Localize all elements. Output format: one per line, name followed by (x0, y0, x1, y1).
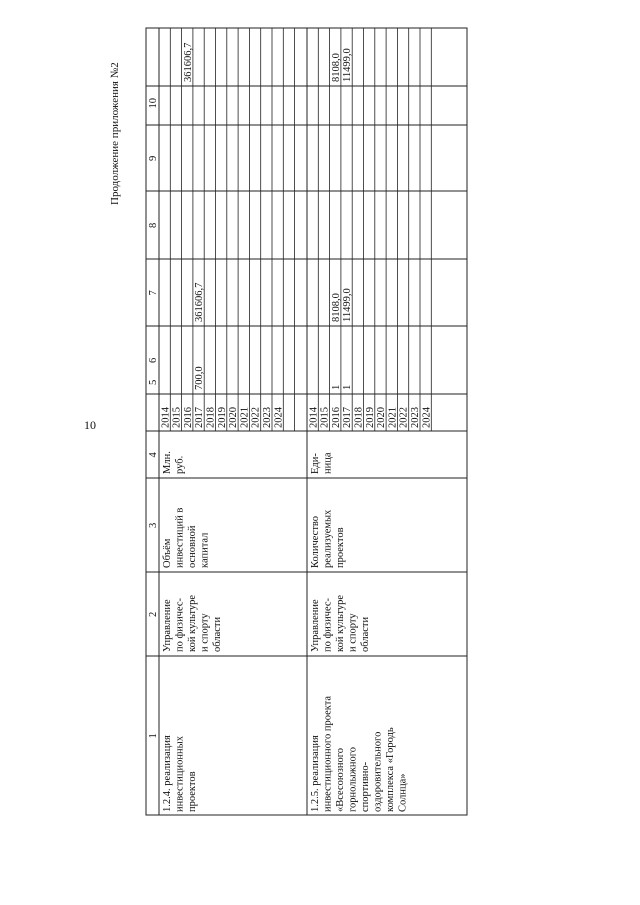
row1-col1-text: инвестиционных (174, 736, 186, 812)
row2-col2-text: области (360, 616, 371, 652)
header-7: 7 (148, 290, 159, 296)
row1-col1-text: проектов (187, 771, 198, 812)
year-label-row1: 2021 (239, 407, 251, 428)
row2-col1-text: горнолыжного (347, 747, 359, 812)
row2-col1-text: спортивно- (360, 761, 371, 812)
value-cell: 700,0 (194, 366, 206, 390)
row2-col2-text: и спорту (347, 613, 359, 652)
row1-col4-text: руб. (174, 455, 186, 474)
value-cell: 1 (330, 384, 342, 390)
year-label-row2: 2023 (410, 407, 421, 428)
row2-col1-text: оздоровительного (372, 731, 384, 812)
year-label-row2: 2017 (342, 407, 354, 428)
row1-col3-text: инвестиций в (174, 507, 186, 568)
row2-col4-text: ница (322, 452, 334, 474)
row2-col2-text: кой культуре (335, 594, 346, 652)
year-label-row2: 2015 (319, 407, 331, 428)
row2-col1-text: инвестиционного проекта (322, 695, 334, 812)
value-cell: 1 (342, 384, 354, 390)
year-label-row1: 2018 (205, 407, 217, 428)
row1-col4-text: Млн. (162, 451, 173, 474)
value-cell: 8108,0 (330, 53, 342, 82)
row1-col2-text: и спорту (199, 613, 211, 652)
row1-col3-text: Объём (162, 538, 173, 568)
row2-col4-text: Еди- (310, 453, 321, 474)
header-5: 5 (148, 379, 159, 385)
year-label-row2: 2014 (308, 407, 320, 428)
continuation-caption: Продолжение приложения №2 (109, 62, 121, 205)
year-label-row1: 2014 (160, 407, 172, 428)
row1-col1-text: 1.2.4. реализация (162, 735, 173, 812)
header-6: 6 (148, 357, 159, 363)
year-label-row1: 2022 (250, 407, 262, 428)
row2-col1-text: «Всесоюзного (335, 747, 346, 812)
row1-col3-text: капитал (199, 532, 211, 568)
row2-col2-text: по физичес- (322, 597, 334, 652)
year-label-row1: 2015 (171, 407, 183, 428)
value-cell: 361606,7 (182, 42, 194, 82)
row1-col2-text: по физичес- (174, 597, 186, 652)
header-8: 8 (148, 222, 159, 228)
row2-col1-text: комплекса «Городь (385, 727, 396, 812)
year-label-row1: 2016 (182, 407, 194, 428)
year-label-row1: 2023 (262, 407, 273, 428)
year-label-row1: 2017 (194, 407, 206, 428)
page-number: 10 (84, 418, 96, 432)
row2-col3-text: проектов (335, 527, 346, 568)
row1-col2-text: кой культуре (187, 594, 198, 652)
row2-col1-text: 1.2.5. реализация (310, 735, 321, 812)
header-10: 10 (148, 98, 159, 109)
year-label-row2: 2024 (421, 407, 433, 428)
year-label-row2: 2016 (330, 407, 342, 428)
row2-col2-text: Управление (310, 599, 321, 652)
row1-col3-text: основной (187, 525, 198, 568)
header-2: 2 (148, 611, 159, 617)
value-cell: 8108,0 (330, 293, 342, 322)
year-label-row2: 2018 (353, 407, 365, 428)
year-label-row2: 2022 (398, 407, 410, 428)
row2-col1-text: Солнца» (397, 773, 409, 812)
year-label-row1: 2020 (228, 407, 240, 428)
value-cell: 361606,7 (194, 282, 206, 322)
row1-col2-text: области (212, 616, 223, 652)
value-cell: 11499,0 (342, 48, 354, 82)
year-label-row2: 2020 (376, 407, 388, 428)
year-label-row1: 2024 (273, 407, 285, 428)
row2-col3-text: реализуемых (322, 509, 334, 568)
header-1: 1 (148, 733, 159, 739)
value-cell: 11499,0 (342, 288, 354, 322)
year-label-row2: 2021 (387, 407, 399, 428)
year-label-row2: 2019 (364, 407, 376, 428)
header-4: 4 (148, 452, 159, 458)
row1-col2-text: Управление (162, 599, 173, 652)
row2-col3-text: Количество (310, 515, 321, 568)
header-3: 3 (148, 522, 159, 528)
header-9: 9 (148, 155, 159, 161)
year-label-row1: 2019 (216, 407, 228, 428)
